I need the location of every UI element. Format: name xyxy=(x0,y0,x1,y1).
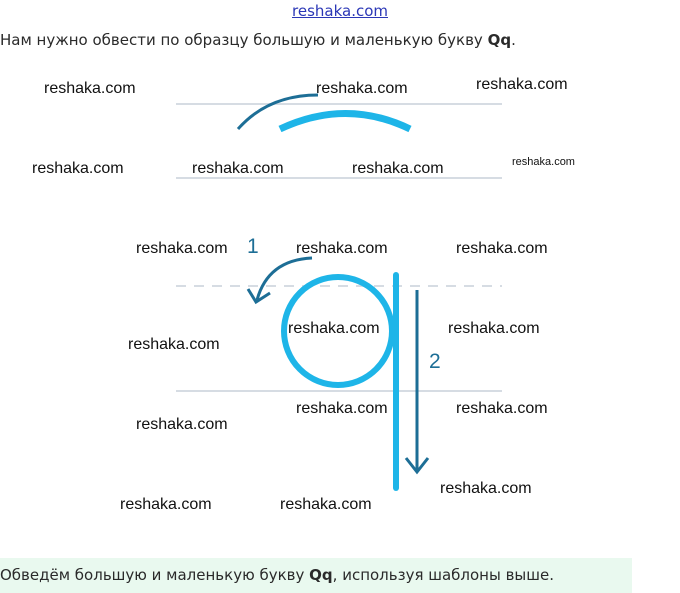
instruction-letters: Qq xyxy=(487,31,512,49)
watermark: reshaka.com xyxy=(192,160,284,177)
instruction-text: Нам нужно обвести по образцу большую и маленькую букву xyxy=(0,31,488,49)
watermark: reshaka.com xyxy=(456,400,548,417)
answer-text xyxy=(0,566,554,584)
capital-q-arc-arrow xyxy=(238,95,318,129)
step-1-label: 1 xyxy=(247,235,259,258)
watermark: reshaka.com xyxy=(136,416,228,433)
watermark: reshaka.com xyxy=(32,160,124,177)
watermark: reshaka.com xyxy=(440,480,532,497)
watermark: reshaka.com xyxy=(456,240,548,257)
watermark: reshaka.com xyxy=(512,156,575,168)
step-2-label: 2 xyxy=(429,350,441,373)
watermark: reshaka.com xyxy=(448,320,540,337)
instruction-end: . xyxy=(511,31,516,49)
watermark: reshaka.com xyxy=(136,240,228,257)
capital-q-arc xyxy=(280,114,410,130)
stroke-1-arrow xyxy=(257,258,312,300)
answer-text-start: Обведём большую и маленькую букву xyxy=(0,566,310,584)
watermark: reshaka.com xyxy=(296,240,388,257)
answer-text-end: , используя шаблоны выше. xyxy=(332,566,555,584)
watermark: reshaka.com xyxy=(120,496,212,513)
site-link[interactable]: reshaka.com xyxy=(292,2,388,20)
watermark: reshaka.com xyxy=(352,160,444,177)
watermark: reshaka.com xyxy=(128,336,220,353)
watermark: reshaka.com xyxy=(476,76,568,93)
watermark: reshaka.com xyxy=(280,496,372,513)
watermark: reshaka.com xyxy=(316,80,408,97)
watermark: reshaka.com xyxy=(44,80,136,97)
watermark: reshaka.com xyxy=(288,320,380,337)
answer-letters: Qq xyxy=(309,566,333,584)
watermark: reshaka.com xyxy=(296,400,388,417)
